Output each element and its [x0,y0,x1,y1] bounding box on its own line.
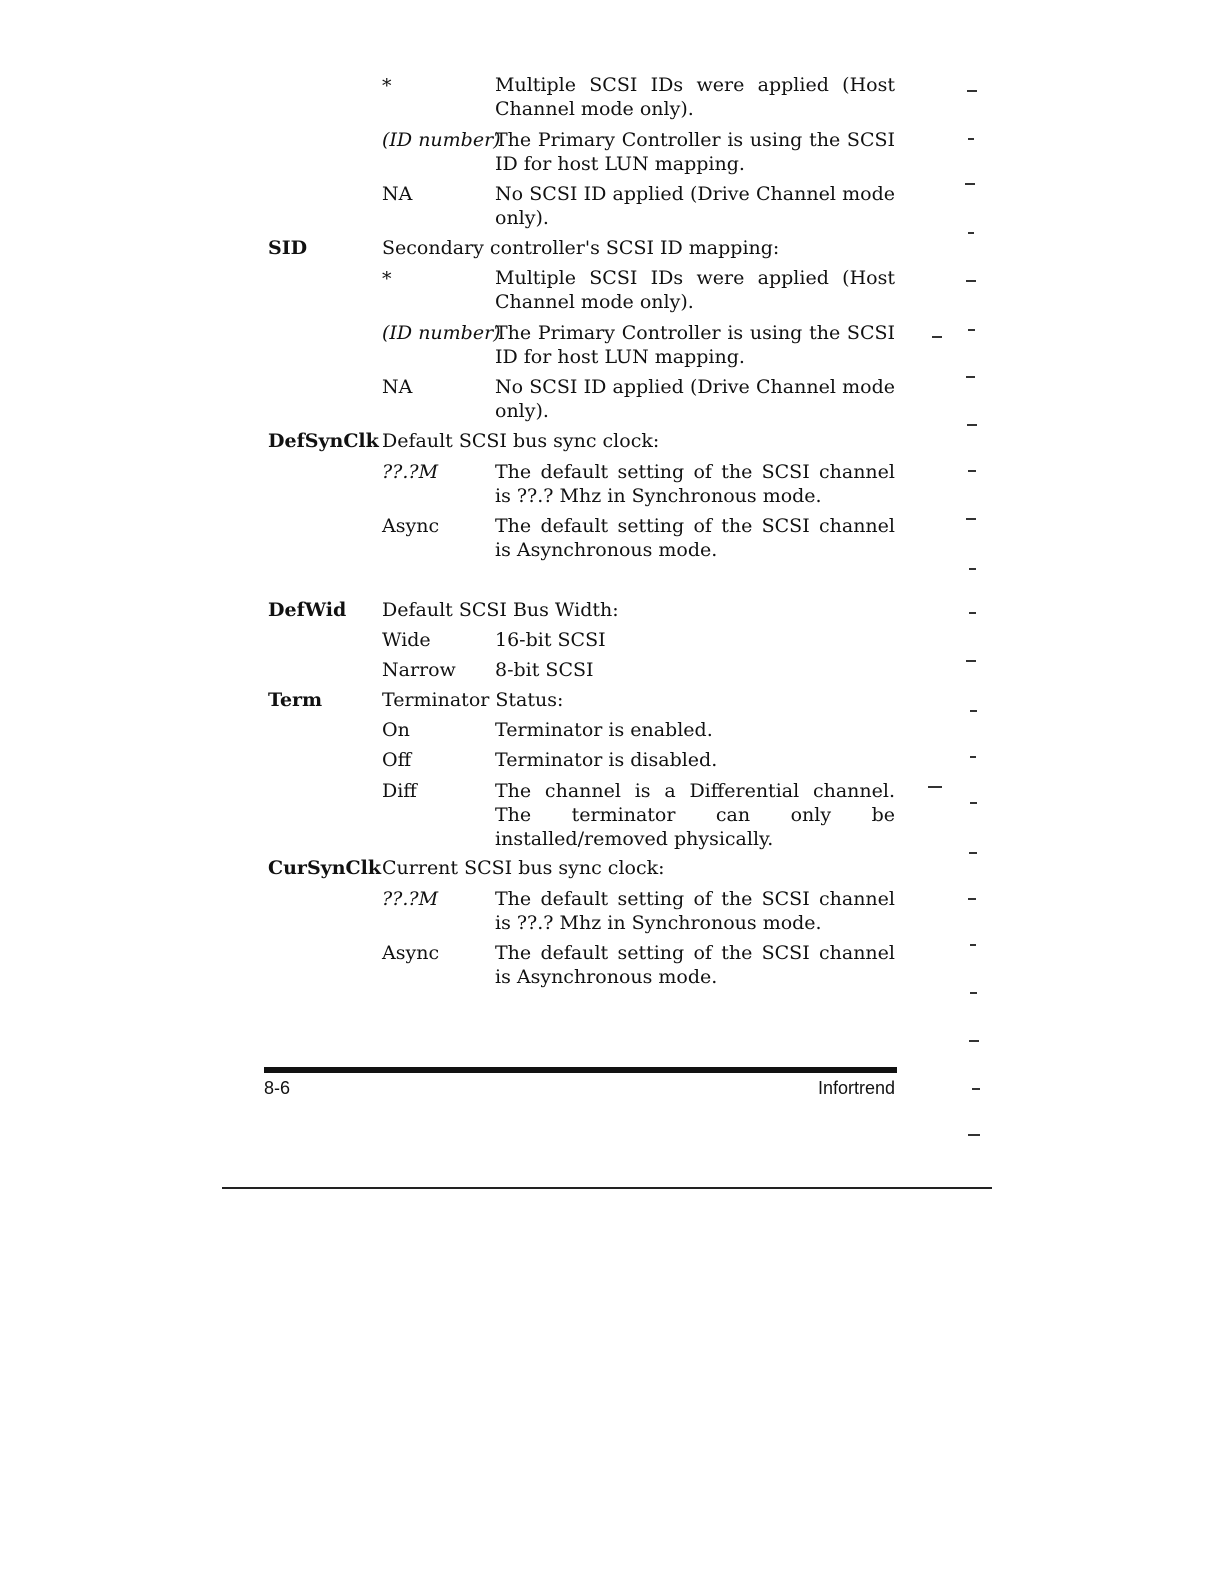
desc-multiple: Multiple SCSI IDs were applied (Host Channel mode only). [495,74,895,120]
desc-sync: The default setting of the SCSI channel is ??.? Mhz in Synchronous mode. [495,888,895,934]
desc-id-number: The Primary Controller is using the SCSI ID for host LUN mapping. [495,129,895,175]
heading-cursynclk: Current SCSI bus sync clock: [382,857,665,879]
desc-async: The default setting of the SCSI channel is Asynchronous mode. [495,942,895,988]
footer-rule [264,1067,897,1073]
code-multiple: * [382,75,392,97]
code-na: NA [382,376,413,398]
heading-term: Terminator Status: [382,689,564,711]
code-multiple: * [382,268,392,290]
code-async: Async [382,942,440,964]
desc-on: Terminator is enabled. [495,719,713,741]
desc-narrow: 8-bit SCSI [495,659,594,681]
desc-diff: The channel is a Differential channel. The terminator can only be installed/removed physically. [495,780,895,850]
desc-na: No SCSI ID applied (Drive Channel mode only). [495,376,895,422]
heading-defsynclk: Default SCSI bus sync clock: [382,430,660,452]
desc-na: No SCSI ID applied (Drive Channel mode only). [495,183,895,229]
desc-off: Terminator is disabled. [495,749,718,771]
code-off: Off [382,749,412,771]
term-term: Term [268,689,323,711]
term-defsynclk: DefSynClk [268,430,379,452]
code-id-number: (ID number) [382,129,501,151]
desc-id-number: The Primary Controller is using the SCSI ID for host LUN mapping. [495,322,895,368]
code-diff: Diff [382,780,417,802]
code-narrow: Narrow [382,659,456,681]
desc-async: The default setting of the SCSI channel is Asynchronous mode. [495,515,895,561]
desc-sync: The default setting of the SCSI channel is ??.? Mhz in Synchronous mode. [495,461,895,507]
term-cursynclk: CurSynClk [268,857,382,879]
code-sync: ??.?M [382,888,439,910]
heading-defwid: Default SCSI Bus Width: [382,599,619,621]
code-na: NA [382,183,413,205]
heading-sid: Secondary controller's SCSI ID mapping: [382,237,780,259]
code-async: Async [382,515,440,537]
desc-wide: 16-bit SCSI [495,629,606,651]
code-id-number: (ID number) [382,322,501,344]
page-number: 8-6 [264,1078,291,1098]
code-on: On [382,719,410,741]
publisher-name: Infortrend [817,1078,895,1098]
desc-multiple: Multiple SCSI IDs were applied (Host Channel mode only). [495,267,895,313]
code-sync: ??.?M [382,461,439,483]
term-sid: SID [268,237,308,259]
code-wide: Wide [382,629,431,651]
page-bottom-rule [222,1187,992,1189]
term-defwid: DefWid [268,599,347,621]
